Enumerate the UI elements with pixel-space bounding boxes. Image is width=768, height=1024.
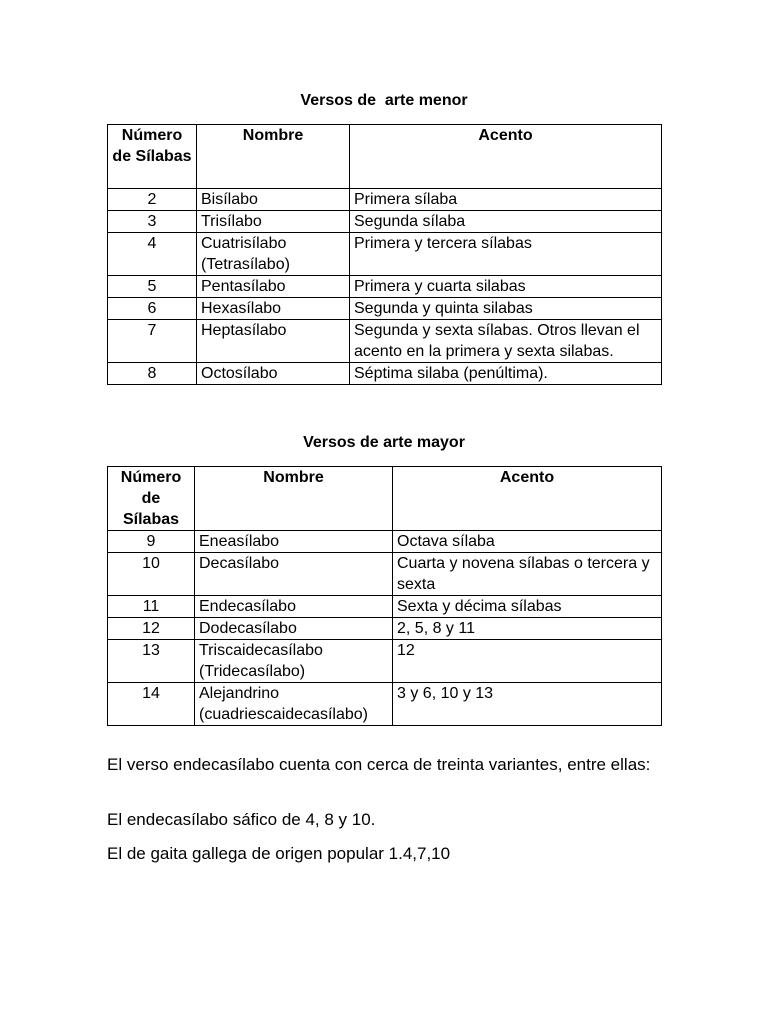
table-row [108,298,662,320]
paragraph-safico: El endecasílabo sáfico de 4, 8 y 10. [107,810,376,829]
cell-acento: 3 y 6, 10 y 13 [393,683,662,726]
cell-numero: 12 [108,618,195,640]
cell-acento: Primera sílaba [350,189,662,211]
cell-acento: Segunda y quinta silabas [350,298,662,320]
table-row [108,320,662,363]
cell-nombre: Cuatrisílabo (Tetrasílabo) [197,233,350,276]
cell-nombre: Octosílabo [197,363,350,385]
cell-numero: 10 [108,553,195,596]
table-row [108,553,662,596]
cell-acento: Séptima silaba (penúltima). [350,363,662,385]
cell-acento: Segunda y sexta sílabas. Otros llevan el acento en la primera y sexta silabas. [350,320,662,363]
cell-nombre: Endecasílabo [195,596,393,618]
paragraph-intro: El verso endecasílabo cuenta con cerca de treinta variantes, entre ellas: [107,755,651,774]
cell-numero: 4 [108,233,197,276]
cell-nombre: Decasílabo [195,553,393,596]
cell-nombre: Hexasílabo [197,298,350,320]
cell-numero: 2 [108,189,197,211]
table-row [108,276,662,298]
table-row [108,596,662,618]
cell-acento: Primera y tercera sílabas [350,233,662,276]
header-acento: Acento [350,125,662,189]
table-row [108,683,662,726]
cell-nombre: Dodecasílabo [195,618,393,640]
header-nombre: Nombre [197,125,350,189]
cell-numero: 5 [108,276,197,298]
cell-acento: 12 [393,640,662,683]
table-row [108,363,662,385]
table-row [108,618,662,640]
table-row [108,531,662,553]
cell-numero: 13 [108,640,195,683]
table-header-row [108,467,662,531]
table-header-row [108,125,662,189]
table-row [108,233,662,276]
paragraph-gaita: El de gaita gallega de origen popular 1.4,7,10 [107,844,451,863]
cell-nombre: Bisílabo [197,189,350,211]
cell-acento: Octava sílaba [393,531,662,553]
cell-numero: 9 [108,531,195,553]
arte-mayor-table [107,466,662,726]
cell-nombre: Alejandrino (cuadriescaidecasílabo) [195,683,393,726]
header-acento: Acento [393,467,662,531]
cell-nombre: Eneasílabo [195,531,393,553]
arte-menor-table [107,124,662,385]
cell-numero: 8 [108,363,197,385]
table2-title: Versos de arte mayor [303,434,465,451]
cell-acento: Cuarta y novena sílabas o tercera y sexta [393,553,662,596]
header-numero: Número de Sílabas [108,467,195,531]
table-row [108,189,662,211]
cell-numero: 3 [108,211,197,233]
cell-nombre: Heptasílabo [197,320,350,363]
cell-numero: 6 [108,298,197,320]
cell-numero: 11 [108,596,195,618]
cell-nombre: Trisílabo [197,211,350,233]
table1-title: Versos de arte menor [300,92,468,109]
table-row [108,211,662,233]
table-row [108,640,662,683]
header-nombre: Nombre [195,467,393,531]
cell-numero: 14 [108,683,195,726]
cell-nombre: Pentasílabo [197,276,350,298]
cell-nombre: Triscaidecasílabo (Tridecasílabo) [195,640,393,683]
cell-numero: 7 [108,320,197,363]
cell-acento: Segunda sílaba [350,211,662,233]
header-numero: Número de Sílabas [108,125,197,189]
cell-acento: 2, 5, 8 y 11 [393,618,662,640]
cell-acento: Sexta y décima sílabas [393,596,662,618]
cell-acento: Primera y cuarta silabas [350,276,662,298]
